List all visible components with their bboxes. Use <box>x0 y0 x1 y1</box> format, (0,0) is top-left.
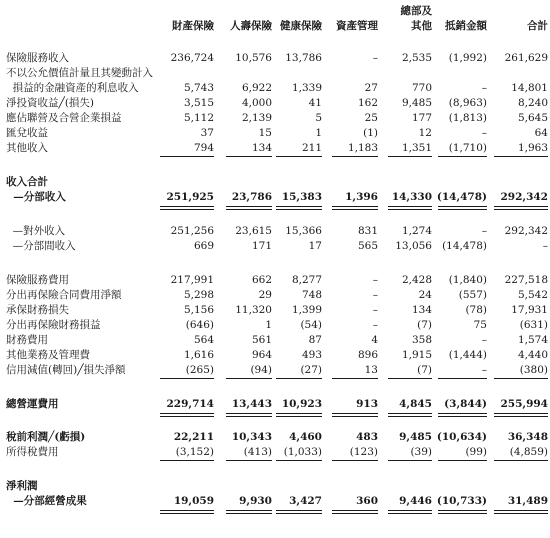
table-cell: (557) <box>458 289 487 301</box>
table-cell: 134 <box>411 304 432 316</box>
table-cell: (1,033) <box>283 446 322 458</box>
row-label: 總營運費用 <box>6 398 59 410</box>
table-cell: 3,427 <box>289 495 322 507</box>
table-cell: (10,733) <box>436 495 487 507</box>
total-rule <box>226 510 272 511</box>
row-label: 收入合計 <box>6 176 48 188</box>
table-cell: 13 <box>364 364 378 376</box>
table-cell: – <box>372 289 378 301</box>
table-cell: 134 <box>251 142 272 154</box>
table-cell: 1,274 <box>401 225 432 237</box>
table-cell: 5 <box>315 112 322 124</box>
total-rule <box>276 510 322 511</box>
table-cell: 565 <box>357 240 378 252</box>
total-rule <box>276 206 322 207</box>
table-cell: (123) <box>349 446 378 458</box>
row-label: 匯兌收益 <box>6 127 48 139</box>
table-cell: 493 <box>301 349 322 361</box>
table-cell: – <box>481 127 487 139</box>
total-rule <box>226 156 272 157</box>
table-cell: 217,991 <box>170 274 214 286</box>
total-rule <box>438 416 487 417</box>
table-cell: 748 <box>301 289 322 301</box>
total-rule <box>226 416 272 417</box>
total-rule <box>388 416 432 417</box>
table-cell: 10,576 <box>235 52 272 64</box>
row-label: —對外收入 <box>6 225 66 237</box>
table-cell: 29 <box>258 289 272 301</box>
table-cell: 1,963 <box>517 142 548 154</box>
total-rule <box>160 156 214 157</box>
total-rule <box>494 206 548 207</box>
total-rule <box>226 413 272 414</box>
row-label: 應佔聯營及合營企業損益 <box>6 112 122 124</box>
table-cell: 964 <box>251 349 272 361</box>
table-cell: 9,930 <box>239 495 272 507</box>
table-cell: (27) <box>300 364 322 376</box>
table-cell: 12 <box>418 127 432 139</box>
table-cell: (7) <box>417 319 432 331</box>
total-rule <box>332 209 378 210</box>
table-cell: 11,320 <box>235 304 272 316</box>
table-cell: (413) <box>243 446 272 458</box>
table-cell: 5,542 <box>517 289 548 301</box>
table-cell: 669 <box>193 240 214 252</box>
row-label: —分部經營成果 <box>6 495 87 507</box>
table-cell: (94) <box>250 364 272 376</box>
column-header: 資產管理 <box>336 20 378 32</box>
row-label: 其他收入 <box>6 142 48 154</box>
total-rule <box>438 413 487 414</box>
table-cell: 2,139 <box>241 112 272 124</box>
table-cell: (1,992) <box>448 52 487 64</box>
table-cell: – <box>542 240 548 252</box>
table-cell: (1,444) <box>448 349 487 361</box>
table-cell: 17 <box>308 240 322 252</box>
table-cell: 1,339 <box>291 82 322 94</box>
table-cell: 4,440 <box>517 349 548 361</box>
total-rule <box>388 206 432 207</box>
table-cell: 9,446 <box>399 495 432 507</box>
row-label: 不以公允價值計量且其變動計入 <box>6 67 153 79</box>
table-cell: 37 <box>200 127 214 139</box>
table-cell: 1,396 <box>345 191 378 203</box>
total-rule <box>388 510 432 511</box>
row-label: —分部收入 <box>6 191 66 203</box>
row-label: 財務費用 <box>6 334 48 346</box>
table-cell: 17,931 <box>511 304 548 316</box>
table-cell: (3,152) <box>175 446 214 458</box>
total-rule <box>494 513 548 514</box>
table-cell: 24 <box>418 289 432 301</box>
table-cell: 87 <box>308 334 322 346</box>
table-cell: 292,342 <box>504 225 548 237</box>
total-rule <box>160 416 214 417</box>
table-cell: 14,330 <box>391 191 432 203</box>
table-cell: (14,478) <box>442 240 487 252</box>
table-cell: 177 <box>411 112 432 124</box>
table-cell: 15 <box>258 127 272 139</box>
table-cell: 171 <box>251 240 272 252</box>
total-rule <box>388 156 432 157</box>
total-rule <box>332 206 378 207</box>
total-rule <box>332 378 378 379</box>
total-rule <box>494 378 548 379</box>
table-cell: 75 <box>473 319 487 331</box>
row-label: 淨投資收益╱(損失) <box>6 97 95 109</box>
table-cell: 360 <box>356 495 378 507</box>
total-rule <box>160 413 214 414</box>
table-cell: (4,859) <box>509 446 548 458</box>
row-label: 損益的金融資產的利息收入 <box>6 82 139 94</box>
total-rule <box>226 460 272 461</box>
table-cell: 5,645 <box>517 112 548 124</box>
table-cell: (1,813) <box>448 112 487 124</box>
table-cell: 14,801 <box>511 82 548 94</box>
total-rule <box>438 156 487 157</box>
table-cell: – <box>372 319 378 331</box>
total-rule <box>276 413 322 414</box>
total-rule <box>226 209 272 210</box>
total-rule <box>160 513 214 514</box>
table-cell: (78) <box>465 304 487 316</box>
table-cell: (1) <box>363 127 378 139</box>
table-cell: (1,710) <box>448 142 487 154</box>
row-label: 保險服務費用 <box>6 274 69 286</box>
total-rule <box>494 510 548 511</box>
table-cell: (14,478) <box>436 191 487 203</box>
row-label: 其他業務及管理費 <box>6 349 90 361</box>
total-rule <box>494 156 548 157</box>
total-rule <box>160 206 214 207</box>
table-cell: 483 <box>356 431 378 443</box>
row-label: 承保財務損失 <box>6 304 69 316</box>
table-cell: 4 <box>371 334 378 346</box>
table-cell: (3,844) <box>444 398 487 410</box>
table-cell: – <box>481 82 487 94</box>
table-cell: 6,922 <box>241 82 272 94</box>
total-rule <box>160 460 214 461</box>
table-cell: – <box>481 364 487 376</box>
table-cell: 10,343 <box>231 431 272 443</box>
table-cell: 2,535 <box>401 52 432 64</box>
total-rule <box>438 209 487 210</box>
row-label: —分部間收入 <box>6 240 76 252</box>
table-cell: (39) <box>410 446 432 458</box>
table-cell: 64 <box>534 127 548 139</box>
table-cell: 31,489 <box>507 495 548 507</box>
total-rule <box>276 156 322 157</box>
table-cell: 5,298 <box>183 289 214 301</box>
table-cell: (8,963) <box>448 97 487 109</box>
table-cell: 251,256 <box>170 225 214 237</box>
total-rule <box>388 413 432 414</box>
table-cell: – <box>481 225 487 237</box>
table-cell: 9,485 <box>399 431 432 443</box>
table-cell: 5,156 <box>183 304 214 316</box>
column-header: 健康保險 <box>280 20 322 32</box>
table-cell: 236,724 <box>170 52 214 64</box>
table-cell: 19,059 <box>173 495 214 507</box>
table-cell: 8,277 <box>291 274 322 286</box>
total-rule <box>438 460 487 461</box>
row-label: 所得稅費用 <box>6 446 59 458</box>
row-label: 淨利潤 <box>6 480 38 492</box>
total-rule <box>332 413 378 414</box>
table-cell: 561 <box>251 334 272 346</box>
table-cell: 23,786 <box>231 191 272 203</box>
total-rule <box>494 209 548 210</box>
table-cell: 227,518 <box>504 274 548 286</box>
table-cell: 25 <box>364 112 378 124</box>
total-rule <box>332 416 378 417</box>
total-rule <box>438 378 487 379</box>
column-header: 總部及 其他 <box>400 5 432 32</box>
row-label: 分出再保險合同費用淨額 <box>6 289 122 301</box>
row-label: 分出再保險財務損益 <box>6 319 101 331</box>
table-cell: 9,485 <box>401 97 432 109</box>
table-cell: (54) <box>300 319 322 331</box>
table-cell: 36,348 <box>507 431 548 443</box>
table-cell: 15,366 <box>285 225 322 237</box>
table-cell: 8,240 <box>517 97 548 109</box>
table-cell: 4,460 <box>289 431 322 443</box>
table-cell: (10,634) <box>436 431 487 443</box>
total-rule <box>276 460 322 461</box>
table-cell: 358 <box>411 334 432 346</box>
table-cell: 1,616 <box>183 349 214 361</box>
total-rule <box>494 460 548 461</box>
table-cell: 1,183 <box>347 142 378 154</box>
column-header: 合計 <box>527 20 548 32</box>
total-rule <box>160 209 214 210</box>
total-rule <box>226 206 272 207</box>
column-header: 人壽保險 <box>230 20 272 32</box>
table-cell: (99) <box>465 446 487 458</box>
total-rule <box>438 206 487 207</box>
total-rule <box>276 416 322 417</box>
table-cell: (1,840) <box>448 274 487 286</box>
total-rule <box>388 378 432 379</box>
total-rule <box>494 416 548 417</box>
table-cell: 564 <box>193 334 214 346</box>
row-label: 稅前利潤╱(虧損) <box>6 431 86 443</box>
row-label: 保險服務收入 <box>6 52 69 64</box>
table-cell: 3,515 <box>183 97 214 109</box>
table-cell: – <box>372 52 378 64</box>
table-cell: 831 <box>357 225 378 237</box>
table-cell: – <box>372 304 378 316</box>
table-cell: (646) <box>185 319 214 331</box>
table-cell: 292,342 <box>500 191 548 203</box>
table-cell: (631) <box>519 319 548 331</box>
total-rule <box>494 413 548 414</box>
total-rule <box>332 510 378 511</box>
table-cell: 1,351 <box>401 142 432 154</box>
table-cell: 22,211 <box>173 431 214 443</box>
table-cell: 261,629 <box>504 52 548 64</box>
table-cell: 1 <box>315 127 322 139</box>
table-cell: 41 <box>308 97 322 109</box>
table-cell: 794 <box>193 142 214 154</box>
table-cell: 251,925 <box>166 191 214 203</box>
table-cell: 13,786 <box>285 52 322 64</box>
total-rule <box>226 513 272 514</box>
table-cell: (380) <box>519 364 548 376</box>
table-cell: (265) <box>185 364 214 376</box>
table-cell: 162 <box>357 97 378 109</box>
total-rule <box>388 460 432 461</box>
table-cell: (7) <box>417 364 432 376</box>
column-header: 財產保險 <box>172 20 214 32</box>
table-cell: 5,743 <box>183 82 214 94</box>
column-header: 抵銷金額 <box>445 20 487 32</box>
table-cell: – <box>481 334 487 346</box>
table-cell: 255,994 <box>500 398 548 410</box>
table-cell: 23,615 <box>235 225 272 237</box>
total-rule <box>332 460 378 461</box>
table-cell: 896 <box>357 349 378 361</box>
table-cell: 1,574 <box>517 334 548 346</box>
table-cell: 2,428 <box>401 274 432 286</box>
total-rule <box>226 378 272 379</box>
table-cell: 5,112 <box>183 112 214 124</box>
table-cell: – <box>372 274 378 286</box>
total-rule <box>276 378 322 379</box>
table-cell: 662 <box>251 274 272 286</box>
table-cell: 10,923 <box>281 398 322 410</box>
table-cell: 211 <box>301 142 322 154</box>
total-rule <box>388 209 432 210</box>
total-rule <box>160 510 214 511</box>
table-cell: 15,383 <box>281 191 322 203</box>
table-cell: 1,915 <box>401 349 432 361</box>
table-cell: 913 <box>356 398 378 410</box>
total-rule <box>438 510 487 511</box>
total-rule <box>276 209 322 210</box>
row-label: 信用減值(轉回)╱損失淨額 <box>6 364 126 376</box>
total-rule <box>160 378 214 379</box>
total-rule <box>276 513 322 514</box>
total-rule <box>388 513 432 514</box>
table-cell: 13,443 <box>231 398 272 410</box>
table-cell: 4,000 <box>241 97 272 109</box>
table-cell: 13,056 <box>395 240 432 252</box>
total-rule <box>332 513 378 514</box>
table-cell: 4,845 <box>399 398 432 410</box>
total-rule <box>332 156 378 157</box>
total-rule <box>438 513 487 514</box>
table-cell: 229,714 <box>166 398 214 410</box>
table-cell: 770 <box>411 82 432 94</box>
table-cell: 1 <box>265 319 272 331</box>
table-cell: 27 <box>364 82 378 94</box>
table-cell: 1,399 <box>291 304 322 316</box>
